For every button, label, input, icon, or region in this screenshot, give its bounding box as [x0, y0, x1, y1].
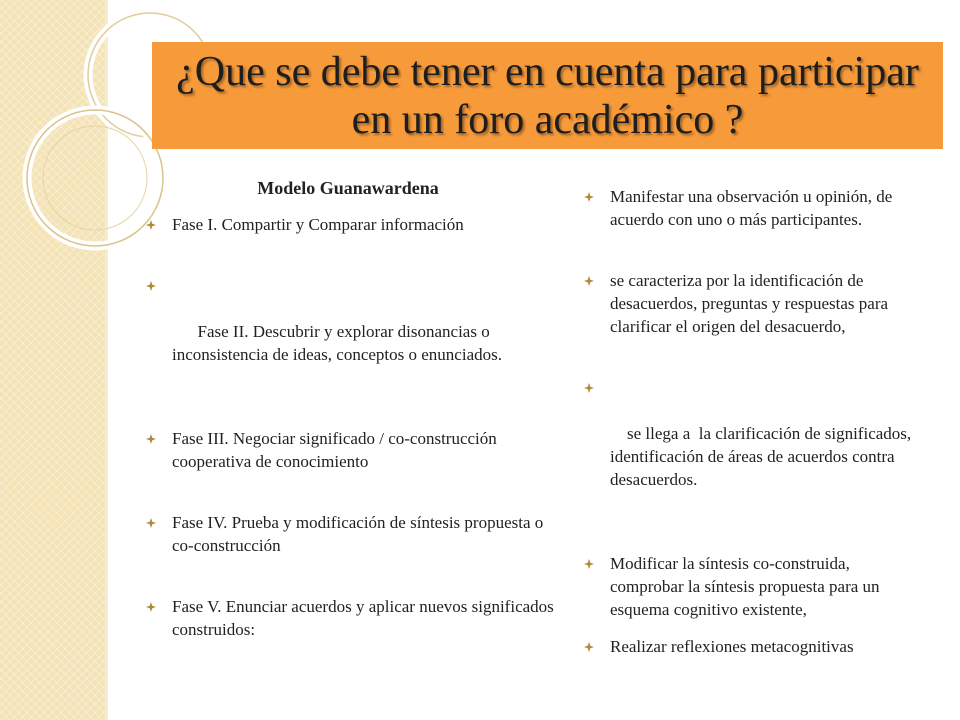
- phase-item-text: Fase III. Negociar significado / co-construcción cooperativa de conocimiento: [172, 429, 497, 471]
- slide-title: ¿Que se debe tener en cuenta para participar en un foro académico ?: [176, 48, 919, 143]
- description-item: [578, 635, 918, 658]
- description-item: [578, 185, 918, 231]
- description-item-text: Realizar reflexiones metacognitivas: [610, 637, 854, 656]
- right-column: [578, 185, 918, 658]
- description-item-text: se llega a la clarificación de significados, identificación de áreas de acuerdos contra desacuerdos.: [610, 424, 916, 489]
- diamond-bullet-icon: [146, 434, 156, 444]
- diamond-bullet-icon: [584, 383, 594, 393]
- phase-item-text: Fase II. Descubrir y explorar disonancias o inconsistencia de ideas, conceptos o enunciados.: [172, 322, 502, 364]
- description-item: [578, 269, 918, 338]
- diamond-bullet-icon: [584, 276, 594, 286]
- phase-item: [140, 511, 560, 557]
- phase-item: [140, 427, 560, 473]
- phase-item: [140, 213, 560, 236]
- phase-item: [140, 274, 560, 389]
- phase-item-text: Fase V. Enunciar acuerdos y aplicar nuevos significados construidos:: [172, 597, 554, 639]
- diamond-bullet-icon: [146, 220, 156, 230]
- phase-item-text: Fase IV. Prueba y modificación de síntesis propuesta o co-construcción: [172, 513, 544, 555]
- description-item: [578, 552, 918, 621]
- diamond-bullet-icon: [146, 518, 156, 528]
- left-column: [140, 178, 560, 641]
- diamond-bullet-icon: [584, 192, 594, 202]
- diamond-bullet-icon: [146, 281, 156, 291]
- model-heading: Modelo Guanawardena: [257, 178, 439, 198]
- description-item-text: se caracteriza por la identificación de desacuerdos, preguntas y respuestas para clarificar el origen del desacuerdo,: [610, 271, 889, 336]
- phase-item: [140, 595, 560, 641]
- phase-item-text: Fase I. Compartir y Comparar información: [172, 215, 464, 234]
- description-item-text: Modificar la síntesis co-construida, comprobar la síntesis propuesta para un esquema cognitivo existente,: [610, 554, 880, 619]
- title-banner: [152, 42, 943, 149]
- description-item-text: Manifestar una observación u opinión, de acuerdo con uno o más participantes.: [610, 187, 893, 229]
- diamond-bullet-icon: [584, 559, 594, 569]
- diamond-bullet-icon: [584, 642, 594, 652]
- diamond-bullet-icon: [146, 602, 156, 612]
- description-item: [578, 376, 918, 514]
